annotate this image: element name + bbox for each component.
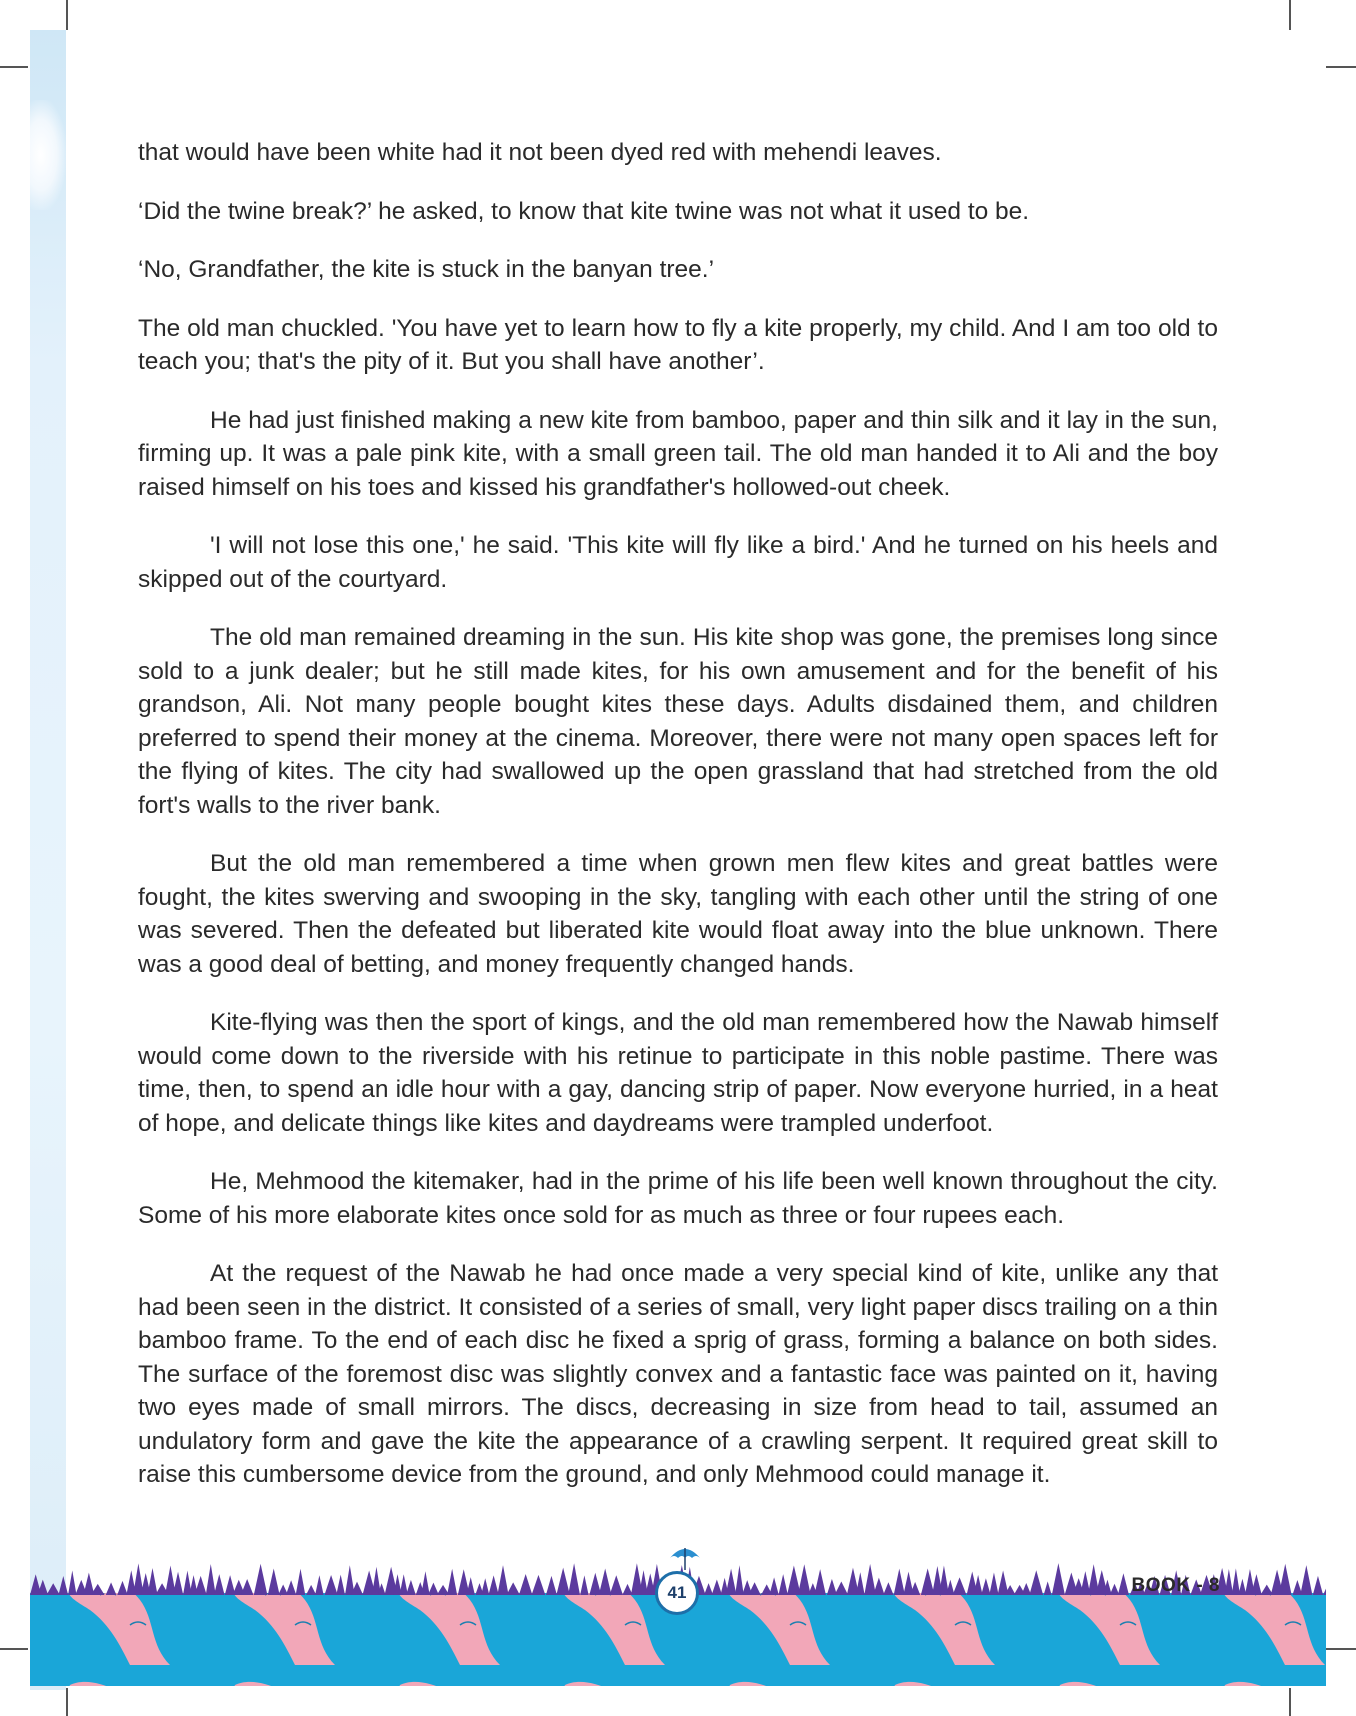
tree-icon [787, 1565, 801, 1595]
paragraph: Kite-flying was then the sport of kings, and the old man remembered how the Nawab himself would come down to the riverside with his retinue to participate in this noble pastime. There was time, then, to spend an idle hour with a gay, dancing strip of paper. Now everyone hurried, in a heat of hope, and delicate things like kites and daydreams were trampled underfoot. [138, 1009, 1218, 1137]
tree-icon [981, 1578, 990, 1595]
tree-icon [1279, 1564, 1292, 1595]
tree-icon [286, 1580, 296, 1595]
paragraph: At the request of the Nawab he had once made a very special kind of kite, unlike any that had been seen in the district. It consisted of a series of small, very light paper discs trailing on a thin bamboo frame. To the end of each disc he fixed a sprig of grass, forming a balance on both sides. The surface of the foremost disc was slightly convex and a fantastic face was painted on it, having two eyes made of small mirrors. The discs, decreasing in size from head to tail, assumed an undulatory form and gave the kite the appearance of a crawling serpent. It required great skill to raise this cumbersome device from the ground, and only Mehmood could manage it. [138, 1260, 1218, 1488]
crop-mark [66, 0, 68, 30]
tree-icon [704, 1583, 713, 1595]
tree-icon [864, 1564, 876, 1595]
paragraph: But the old man remembered a time when grown men flew kites and great battles were fought, the kites swerving and swooping in the sky, tangling with each other until the string of one was severed. Then the defeated but liberated kite would float away into the blue unknown. There was a good deal of betting, and money frequently changed hands. [138, 850, 1218, 978]
tree-icon [241, 1579, 254, 1595]
tree-icon [406, 1580, 416, 1595]
tree-icon [58, 1576, 68, 1595]
tree-icon [953, 1577, 967, 1595]
tree-icon [336, 1575, 345, 1595]
tree-icon [798, 1564, 811, 1595]
tree-icon [778, 1574, 787, 1595]
tree-icon [400, 1574, 408, 1595]
tree-icon [894, 1569, 905, 1595]
tree-icon [506, 1582, 519, 1595]
tree-icon [873, 1578, 884, 1595]
tree-icon [748, 1582, 760, 1595]
paragraph: The old man remained dreaming in the sun. His kite shop was gone, the premises long since sold to a junk dealer; but he still made kites, for his own amusement and for the benefit of his grandson, Ali. Not many people bought kites these days. Adults disdained them, and children preferred to spend their money at the cinema. Moreover, there were not many open spaces left for the flying of kites. The city had swallowed up the open grassland that had stretched from the old fort's walls to the river bank. [138, 624, 1218, 819]
story-text [138, 136, 1218, 1517]
paragraph: ‘No, Grandfather, the kite is stuck in the banyan tree.’ [138, 256, 715, 283]
tree-icon [835, 1581, 849, 1595]
tree-icon [421, 1571, 430, 1595]
tree-icon [117, 1581, 128, 1595]
tree-icon [1232, 1568, 1240, 1595]
paragraph: The old man chuckled. 'You have yet to learn how to fly a kite properly, my child. And I am too old to teach you; that's the pity of it. But you shall have another’. [138, 314, 1218, 375]
tree-icon [1110, 1584, 1120, 1595]
tree-icon [921, 1568, 935, 1595]
tree-icon [622, 1584, 632, 1595]
paragraph: ‘Did the twine break?’ he asked, to know that kite twine was not what it used to be. [138, 197, 1030, 225]
crop-mark [0, 1648, 28, 1650]
tree-icon [254, 1564, 268, 1595]
tree-icon [712, 1579, 722, 1595]
tree-icon [106, 1582, 117, 1595]
tree-icon [466, 1577, 474, 1595]
tree-icon [610, 1575, 623, 1595]
crop-mark [1326, 1648, 1356, 1650]
tree-icon [296, 1569, 306, 1595]
book-label: BOOK - 8 [1131, 1575, 1220, 1596]
tree-icon [1225, 1569, 1234, 1595]
tree-icon [735, 1565, 744, 1595]
crop-mark [1326, 66, 1356, 68]
tree-icon [589, 1573, 601, 1595]
tree-icon [814, 1569, 826, 1595]
tree-icon [769, 1577, 778, 1595]
tree-icon [1323, 1581, 1326, 1595]
tree-icon [214, 1574, 225, 1595]
paragraph: 'I will not lose this one,' he said. 'This kite will fly like a bird.' And he turned on his heels and skipped out of the courtyard. [138, 532, 1218, 593]
tree-icon [989, 1572, 998, 1595]
tree-icon [147, 1568, 157, 1595]
tree-icon [1118, 1573, 1129, 1595]
tree-icon [546, 1576, 557, 1595]
tree-icon [447, 1569, 457, 1595]
tree-icon [83, 1573, 94, 1595]
tree-icon [47, 1583, 60, 1595]
tree-icon [195, 1576, 207, 1595]
crop-mark [66, 1688, 68, 1716]
tree-icon [556, 1568, 569, 1595]
tree-icon [883, 1582, 893, 1595]
tree-icon [532, 1575, 546, 1595]
paragraph: He, Mehmood the kitemaker, had in the prime of his life been well known throughout the city. Some of his more elaborate kites once sold for as much as three or four rupees each. [138, 1168, 1218, 1229]
tree-icon [315, 1575, 324, 1595]
page-number: 41 [655, 1571, 699, 1615]
umbrella-icon [668, 1544, 702, 1572]
tree-icon [324, 1575, 337, 1595]
tree-icon [568, 1563, 580, 1595]
tree-icon [173, 1572, 183, 1595]
tree-icon [268, 1569, 280, 1595]
tree-icon [1300, 1565, 1312, 1595]
paragraph: He had just finished making a new kite from bamboo, paper and thin silk and it lay in the sun, firming up. It was a pale pink kite, with a small green tail. The old man handed it to Ali and the boy raised himself on his toes and kissed his grandfather's hollowed-out cheek. [138, 406, 1218, 501]
tree-icon [1021, 1583, 1031, 1595]
tree-icon [1044, 1581, 1052, 1595]
tree-icon [856, 1572, 865, 1595]
tree-icon [1238, 1579, 1246, 1595]
tree-icon [1313, 1576, 1323, 1595]
cloud-decoration [30, 100, 66, 210]
tree-icon [206, 1564, 216, 1595]
tree-icon [428, 1583, 439, 1595]
decorative-sidebar [30, 30, 66, 1690]
crop-mark [1289, 0, 1291, 30]
tree-icon [519, 1574, 532, 1595]
tree-icon [68, 1571, 76, 1595]
tree-icon [1052, 1563, 1065, 1595]
paragraph: that would have been white had it not been dyed red with mehendi leaves. [138, 139, 942, 166]
tree-icon [1029, 1570, 1043, 1595]
crop-mark [0, 66, 28, 68]
tree-icon [497, 1565, 508, 1595]
tree-icon [827, 1579, 837, 1595]
crop-mark [1289, 1688, 1291, 1716]
tree-icon [580, 1575, 588, 1595]
tree-icon [481, 1578, 489, 1595]
tree-icon [726, 1569, 737, 1595]
tree-icon [488, 1575, 498, 1595]
tree-icon [599, 1568, 612, 1595]
tree-icon [306, 1585, 316, 1595]
